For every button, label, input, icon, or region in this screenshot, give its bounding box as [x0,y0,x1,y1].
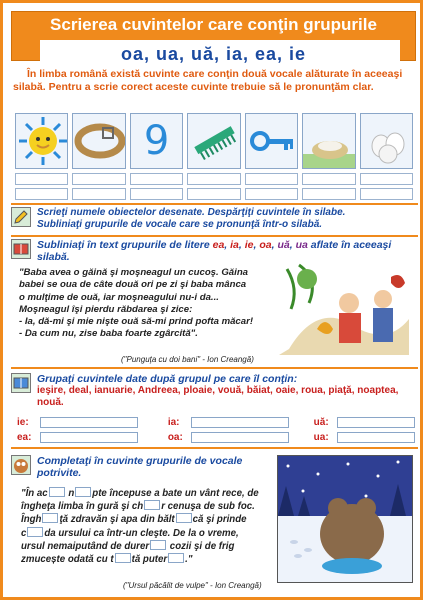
blank-box[interactable] [75,487,91,497]
instruction-complete: Completaţi în cuvinte grupurile de vocale potrivite. [37,455,243,479]
group-ua-breve: uă [277,239,290,251]
section-3 [11,373,418,409]
quote-line: o mulţime de ouă, iar moşneagului nu-i da... [19,291,219,303]
blank-box[interactable] [176,513,192,523]
quote-punguta [19,267,281,341]
instruction-write-names: Scrieţi numele obiectelor desenate. Despărţiţi cuvintele în silabe. [37,207,346,218]
quote-fragment: ţă zdravăn şi apa din bălt [59,514,175,526]
instruction-group: Grupaţi cuvintele date după grupul pe care îl conţin: [37,373,298,385]
answer-line[interactable] [72,188,125,200]
quote-line [21,487,277,500]
quote-line [21,500,277,513]
answer-line[interactable] [15,188,68,200]
blank-box[interactable] [49,487,65,497]
answer-line[interactable] [15,173,68,185]
intro-text: În limba română există cuvinte care conţin două vocale alăturate în aceeaşi silabă. Pentru a scrie corect aceste cuvinte trebuie să le pronunţăm clar. [13,68,403,93]
answer-oa[interactable] [191,432,288,443]
quote-fragment: că şi prinde [192,514,247,526]
blank-box[interactable] [168,553,184,563]
quote-fragment: ursul nemaiputând de durer [21,540,150,552]
nine-icon [130,113,183,169]
owl-icon [11,455,31,475]
answer-line[interactable] [302,173,355,185]
answer-ea[interactable] [40,432,137,443]
quote-line: Moşneagul îşi pierdu răbdarea şi zice: [19,303,193,315]
blank-box[interactable] [144,500,160,510]
quote-line: "Baba avea o găină şi moşneagul un cucoş. Găina [19,267,249,278]
old-couple-illustration [279,259,413,355]
quote-line: - Ia, dă-mi şi mie nişte ouă să-mi prind pofta măcar! [19,316,254,328]
divider [11,203,418,205]
label-ua: ua: [313,432,329,443]
quote-fragment: îngheţa limba în gură şi ch [21,501,144,513]
answer-line[interactable] [302,188,355,200]
divider [11,235,418,237]
group-ie: ie [244,239,254,251]
book-icon [11,239,31,259]
answer-line[interactable] [360,188,413,200]
section-4 [11,455,281,479]
answer-line[interactable] [72,173,125,185]
answer-line[interactable] [360,173,413,185]
quote-line [21,553,277,566]
quote-line: - Da cum nu, zise baba foarte zgârcită". [19,328,198,340]
blank-box[interactable] [27,527,43,537]
answer-line[interactable] [187,188,240,200]
blank-box[interactable] [42,513,58,523]
answer-line[interactable] [245,188,298,200]
answer-line[interactable] [130,173,183,185]
eggs-icon [360,113,413,169]
instruction-end: aflate în aceeaşi silabă. [37,239,392,263]
word-list: ieşire, deal, ianuarie, Andreea, ploaie, vouă, băiat, oaie, roua, piaţă, noaptea, nouă. [37,385,399,408]
title-banner [11,11,416,64]
page-title: Scrierea cuvintelor care conţin grupurile [50,15,377,34]
citation-ursul: ("Ursul păcălit de vulpe" - Ion Creangă) [123,581,262,590]
quote-fragment: r cenuşa de sub foc. [161,501,255,513]
grouping-answers [17,417,415,443]
sun-icon [15,113,68,169]
answer-ie[interactable] [40,417,137,428]
nest-icon [302,113,355,169]
citation-punguta: ("Punguţa cu doi bani" - Ion Creangă) [121,355,254,364]
divider [11,447,418,449]
instruction-underline-groups: Subliniaţi în text grupurile de litere ea, ia, ie, oa, uă, ua aflate în aceeaşi silabă. [37,239,392,263]
belt-icon [72,113,125,169]
quote-line [21,527,277,540]
bear-winter-illustration [277,455,413,583]
answer-ia[interactable] [191,417,288,428]
quote-fragment: pte începuse a bate un vânt rece, de [92,488,259,499]
instruction-start: Subliniaţi în text grupurile de litere [37,239,213,251]
answer-ua-breve[interactable] [337,417,415,428]
pencil-icon [11,207,31,227]
quote-ursul [21,487,277,566]
quote-fragment: cozii şi de frig [167,540,235,552]
quote-line [21,540,277,553]
quote-fragment: zmucește odată cu t [21,554,114,566]
book-icon [11,373,31,393]
picture-row [15,113,413,169]
quote-fragment: ." [185,554,193,566]
quote-line: babei se oua de câte două ori pe zi şi baba mânca [19,279,247,291]
section-1 [11,207,418,231]
label-ea: ea: [17,432,32,443]
divider [11,367,418,369]
quote-line [21,513,277,526]
nine-digit: 9 [143,118,170,164]
key-icon [245,113,298,169]
answer-line[interactable] [187,173,240,185]
label-ie: ie: [17,417,29,428]
quote-fragment: "În ac [21,488,48,499]
label-ia: ia: [167,417,180,428]
quote-fragment: da ursului ca într-un cleşte. De la o vreme, [44,527,239,539]
group-ea: ea [212,239,225,251]
quote-fragment: c [21,527,27,539]
blank-box[interactable] [115,553,131,563]
quote-fragment: Îngh [21,514,42,526]
comb-icon [187,113,240,169]
label-ua-breve: uă: [313,417,329,428]
group-ua: ua [295,239,308,251]
group-ia: ia [230,239,239,251]
quote-fragment: n [65,488,75,499]
writing-lines [15,173,413,203]
answer-ua[interactable] [337,432,415,443]
answer-line[interactable] [245,173,298,185]
quote-fragment: tă puter [131,554,168,566]
blank-box[interactable] [150,540,166,550]
label-oa: oa: [167,432,183,443]
answer-line[interactable] [130,188,183,200]
group-oa: oa [259,239,272,251]
vowel-groups-title: oa, ua, uă, ia, ea, ie [120,44,307,64]
instruction-underline: Subliniaţi grupurile de vocale care se pronunţă într-o silabă. [37,219,323,230]
